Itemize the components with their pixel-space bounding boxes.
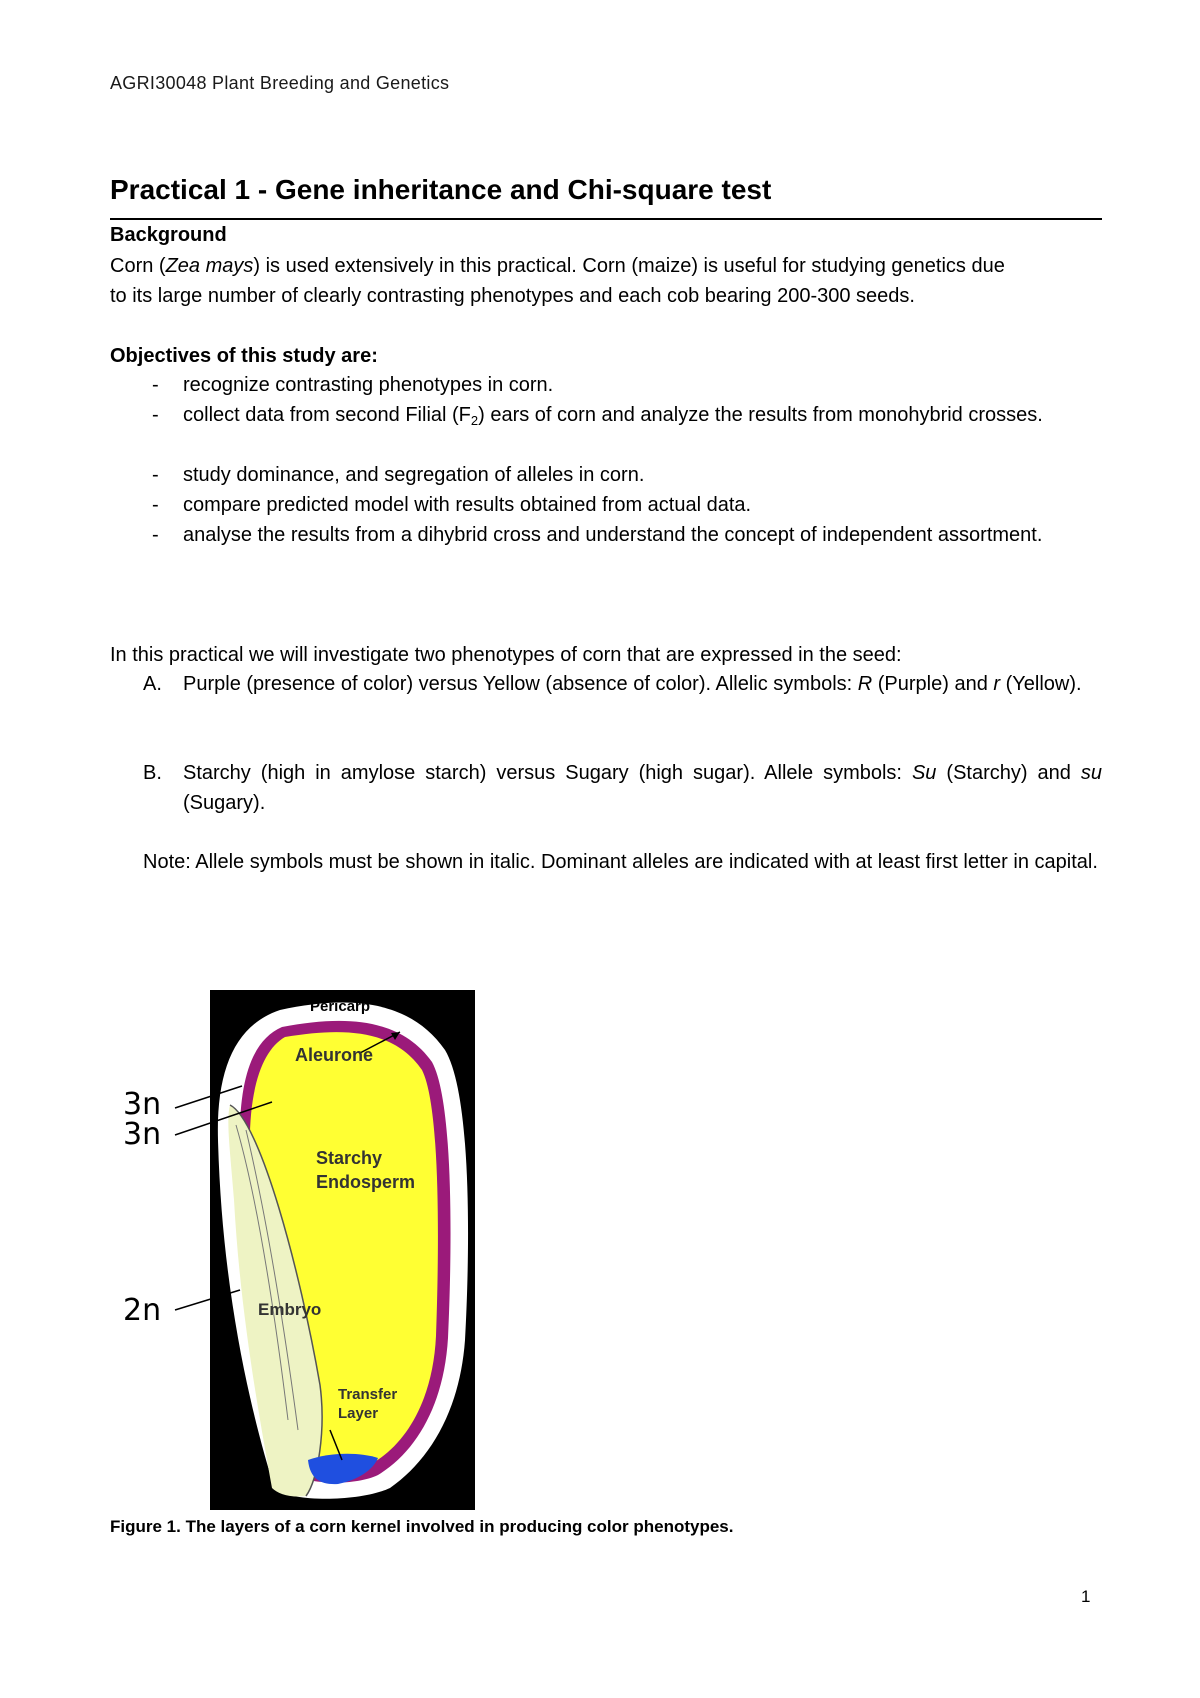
allele-note: Note: Allele symbols must be shown in italic. Dominant alleles are indicated with at least first letter in capital. [143, 851, 1098, 873]
allele-symbol: Su [911, 762, 937, 784]
phenotype-text [183, 758, 1102, 818]
objective-text: recognize contrasting phenotypes in corn. [183, 374, 554, 396]
background-line-1 [110, 251, 1100, 281]
aleurone-label: Aleurone [295, 1045, 374, 1065]
objective-text: analyse the results from a dihybrid cross and understand the concept of independent assortment. [183, 524, 1043, 546]
leader-line [175, 1102, 272, 1135]
list-marker: - [152, 404, 159, 426]
text-run: (Yellow). [1000, 673, 1082, 695]
list-marker: B. [143, 762, 162, 784]
layer-label: Layer [338, 1405, 379, 1422]
text-run: Corn ( [110, 255, 166, 277]
objective-text: compare predicted model with results obtained from actual data. [183, 494, 752, 516]
objective-item [110, 520, 1102, 580]
leader-line [175, 1086, 242, 1108]
page-title: Practical 1 - Gene inheritance and Chi-square test [110, 174, 772, 205]
allele-symbol: R [857, 673, 873, 695]
list-marker: A. [143, 673, 162, 695]
text-run: Starchy (high in amylose starch) versus Sugary (high sugar). Allele symbols: [183, 762, 912, 784]
background-line-2: to its large number of clearly contrasting phenotypes and each cob bearing 200-300 seeds. [110, 285, 915, 307]
ploidy-label-endosperm: 3n [123, 1117, 162, 1152]
pericarp-label: Pericarp [310, 998, 371, 1015]
phenotype-item-b [110, 758, 1102, 818]
starchy-label: Starchy [316, 1148, 383, 1168]
transfer-label: Transfer [338, 1386, 398, 1403]
text-run: (Purple) and [872, 673, 994, 695]
objectives-heading: Objectives of this study are: [110, 345, 378, 367]
endosperm-label: Endosperm [316, 1172, 416, 1192]
embryo-label: Embryo [258, 1300, 322, 1319]
text-run: (Sugary). [183, 792, 266, 814]
text-run: (Starchy) and [936, 762, 1081, 784]
phenotypes-intro: In this practical we will investigate two phenotypes of corn that are expressed in the seed: [110, 644, 902, 666]
text-run: ) is used extensively in this practical. Corn (maize) is useful for studying genetics due [253, 255, 1005, 277]
text-run: ) ears of corn and analyze the results from monohybrid crosses. [478, 404, 1043, 426]
objective-text [183, 400, 1102, 430]
allele-symbol: su [1080, 762, 1102, 784]
phenotype-item-a [110, 669, 1102, 729]
objective-text: study dominance, and segregation of alleles in corn. [183, 464, 645, 486]
figure-caption: Figure 1. The layers of a corn kernel involved in producing color phenotypes. [110, 1517, 734, 1536]
page-header: AGRI30048 Plant Breeding and Genetics [110, 73, 450, 93]
leader-line [175, 1290, 240, 1310]
list-marker: - [152, 524, 159, 546]
list-marker: - [152, 464, 159, 486]
background-heading: Background [110, 224, 227, 246]
text-run: Purple (presence of color) versus Yellow (absence of color). Allelic symbols: [183, 673, 858, 695]
page-number: 1 [1081, 1587, 1091, 1606]
species-name: Zea mays [165, 255, 254, 277]
allele-symbol: r [993, 673, 1001, 695]
ploidy-label-aleurone: 3n [123, 1087, 162, 1122]
list-marker: - [152, 494, 159, 516]
list-marker: - [152, 374, 159, 396]
text-run: collect data from second Filial (F [183, 404, 471, 426]
ploidy-leader-lines [170, 1070, 280, 1330]
ploidy-label-embryo: 2n [123, 1293, 162, 1328]
subscript: 2 [470, 413, 479, 428]
phenotype-text [183, 669, 1102, 699]
objective-item [110, 400, 1102, 460]
